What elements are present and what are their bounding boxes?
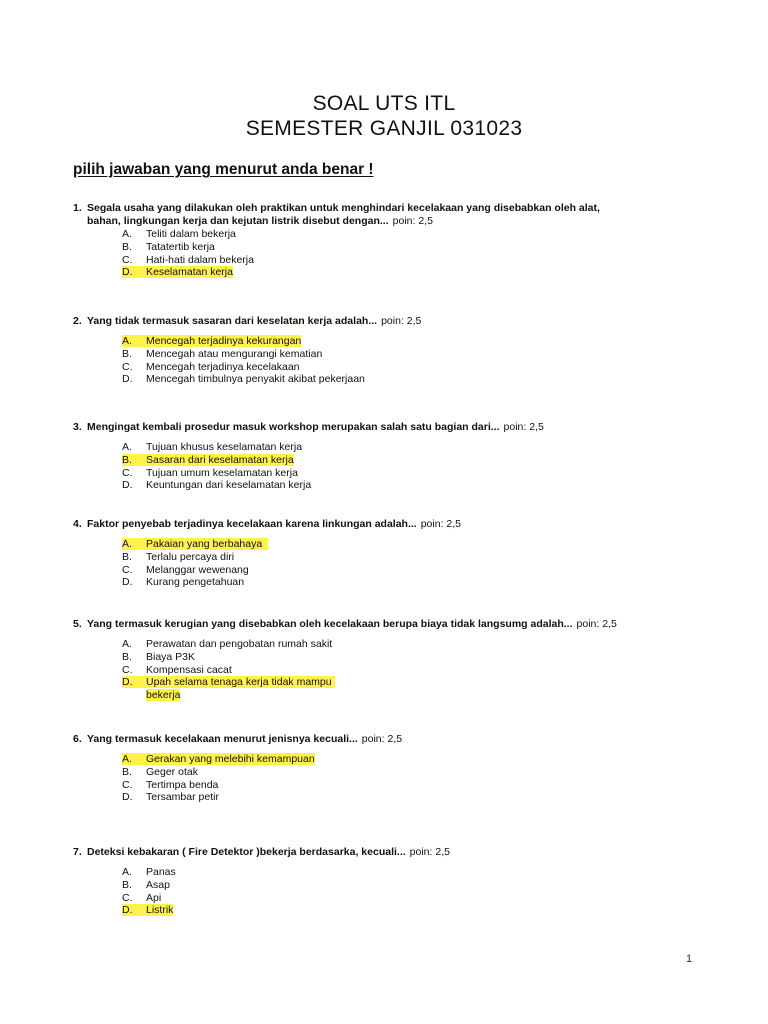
question-4 [73, 518, 713, 531]
option-letter: B. [122, 878, 132, 891]
question-number: 1. [73, 202, 82, 214]
option-d [122, 266, 254, 279]
question-text: Faktor penyebab terjadinya kecelakaan karena linkungan adalah... [87, 518, 417, 530]
options-2 [122, 335, 365, 386]
option-c [122, 361, 365, 374]
question-number: 6. [73, 733, 82, 745]
option-letter: A. [122, 866, 132, 878]
option-b [122, 766, 315, 779]
option-text: Mencegah atau mengurangi kematian [146, 347, 323, 360]
option-text: Listrik [146, 904, 174, 917]
option-letter: B. [122, 765, 132, 778]
option-d [122, 791, 315, 804]
option-letter: A. [122, 441, 132, 453]
option-d [122, 676, 335, 702]
option-letter: A. [122, 228, 132, 240]
question-text: Deteksi kebakaran ( Fire Detektor )bekerja berdasarka, kecuali... [87, 846, 406, 858]
question-number: 5. [73, 618, 82, 630]
option-c [122, 664, 335, 677]
option-b [122, 551, 268, 564]
option-a [122, 441, 311, 454]
option-a [122, 866, 176, 879]
option-d [122, 904, 176, 917]
option-d [122, 373, 365, 386]
option-letter: A. [122, 335, 132, 347]
question-points: poin: 2,5 [381, 315, 422, 327]
option-letter: C. [122, 253, 133, 266]
option-a [122, 335, 365, 348]
option-text: Tujuan khusus keselamatan kerja [146, 441, 303, 453]
option-text: Geger otak [146, 765, 198, 778]
option-text: Tertimpa benda [146, 778, 219, 791]
option-a [122, 753, 315, 766]
option-text: Panas [146, 866, 176, 878]
option-letter: D. [122, 904, 133, 917]
option-letter: C. [122, 663, 133, 676]
option-c [122, 467, 311, 480]
option-text: Terlalu percaya diri [146, 550, 235, 563]
option-b [122, 879, 176, 892]
option-text: Kompensasi cacat [146, 663, 232, 676]
question-points: poin: 2,5 [392, 215, 433, 227]
question-points: poin: 2,5 [576, 618, 617, 630]
question-1 [73, 202, 713, 228]
option-text: Sasaran dari keselamatan kerja [146, 453, 294, 466]
question-number: 7. [73, 846, 82, 858]
option-d [122, 576, 268, 589]
question-text-continued: bahan, lingkungan kerja dan kejutan listrik disebut dengan... [87, 215, 389, 227]
option-text: Api [146, 891, 162, 904]
option-text: Tatatertib kerja [146, 240, 215, 253]
option-letter: C. [122, 360, 133, 373]
question-6 [73, 733, 713, 746]
option-letter: B. [122, 347, 132, 360]
option-letter: A. [122, 753, 132, 765]
option-b [122, 241, 254, 254]
option-text-continued: bekerja [146, 689, 181, 702]
option-text: Tujuan umum keselamatan kerja [146, 466, 298, 479]
option-letter: B. [122, 650, 132, 663]
option-text: Upah selama tenaga kerja tidak mampu [146, 676, 332, 689]
option-text: Mencegah timbulnya penyakit akibat pekerjaan [146, 373, 365, 386]
question-7 [73, 846, 713, 859]
option-letter: A. [122, 538, 132, 550]
option-text: Keuntungan dari keselamatan kerja [146, 479, 312, 492]
question-2 [73, 315, 713, 328]
option-letter: B. [122, 453, 132, 466]
option-letter: C. [122, 778, 133, 791]
question-number: 4. [73, 518, 82, 530]
option-b [122, 454, 311, 467]
option-c [122, 254, 254, 267]
option-c [122, 564, 268, 577]
question-points: poin: 2,5 [361, 733, 403, 745]
question-5 [73, 618, 713, 631]
question-text: Segala usaha yang dilakukan oleh praktikan untuk menghindari kecelakaan yang disebabkan oleh alat, [87, 202, 600, 214]
options-4 [122, 538, 268, 589]
option-text: Perawatan dan pengobatan rumah sakit [146, 638, 333, 650]
question-text: Mengingat kembali prosedur masuk workshop merupakan salah satu bagian dari... [87, 421, 500, 433]
options-6 [122, 753, 315, 804]
instruction-text: pilih jawaban yang menurut anda benar ! [73, 161, 374, 178]
option-letter: B. [122, 240, 132, 253]
question-points: poin: 2,5 [420, 518, 462, 530]
option-text: Melanggar wewenang [146, 563, 249, 576]
question-points: poin: 2,5 [409, 846, 450, 858]
question-text: Yang termasuk kerugian yang disebabkan oleh kecelakaan berupa biaya tidak langsumg adalah... [87, 618, 573, 630]
option-text: Tersambar petir [146, 791, 219, 804]
option-c [122, 892, 176, 905]
option-letter: C. [122, 563, 133, 576]
option-text: Mencegah terjadinya kecelakaan [146, 360, 300, 373]
question-3 [73, 421, 713, 434]
option-letter: D. [122, 373, 133, 386]
option-text: Gerakan yang melebihi kemampuan [146, 753, 315, 765]
option-letter: A. [122, 638, 132, 650]
option-a [122, 638, 335, 651]
option-text: Kurang pengetahuan [146, 576, 245, 589]
question-points: poin: 2,5 [503, 421, 544, 433]
option-letter: D. [122, 791, 133, 804]
option-c [122, 779, 315, 792]
page-title: SOAL UTS ITL [312, 92, 456, 115]
option-text: Biaya P3K [146, 650, 196, 663]
option-letter: D. [122, 676, 133, 689]
option-text: Mencegah terjadinya kekurangan [146, 335, 302, 347]
option-text: Hati-hati dalam bekerja [146, 253, 254, 266]
options-1 [122, 228, 254, 279]
option-b [122, 651, 335, 664]
option-letter: B. [122, 550, 132, 563]
option-letter: C. [122, 466, 133, 479]
option-letter: C. [122, 891, 133, 904]
option-a [122, 228, 254, 241]
option-text: Teliti dalam bekerja [146, 228, 236, 240]
options-3 [122, 441, 311, 492]
option-text: Pakaian yang berbahaya [146, 538, 263, 550]
question-text: Yang tidak termasuk sasaran dari keselatan kerja adalah... [87, 315, 378, 327]
option-text: Asap [146, 878, 170, 891]
options-5 [122, 638, 335, 702]
option-letter: D. [122, 576, 133, 589]
question-number: 3. [73, 421, 82, 433]
option-a [122, 538, 268, 551]
option-letter: D. [122, 479, 133, 492]
question-number: 2. [73, 315, 82, 327]
option-b [122, 348, 365, 361]
option-letter: D. [122, 266, 133, 279]
page-number: 1 [686, 953, 693, 965]
option-text: Keselamatan kerja [146, 266, 233, 279]
question-text: Yang termasuk kecelakaan menurut jenisnya kecuali... [87, 733, 358, 745]
options-7 [122, 866, 176, 917]
option-d [122, 479, 311, 492]
page-subtitle: SEMESTER GANJIL 031023 [245, 117, 523, 140]
